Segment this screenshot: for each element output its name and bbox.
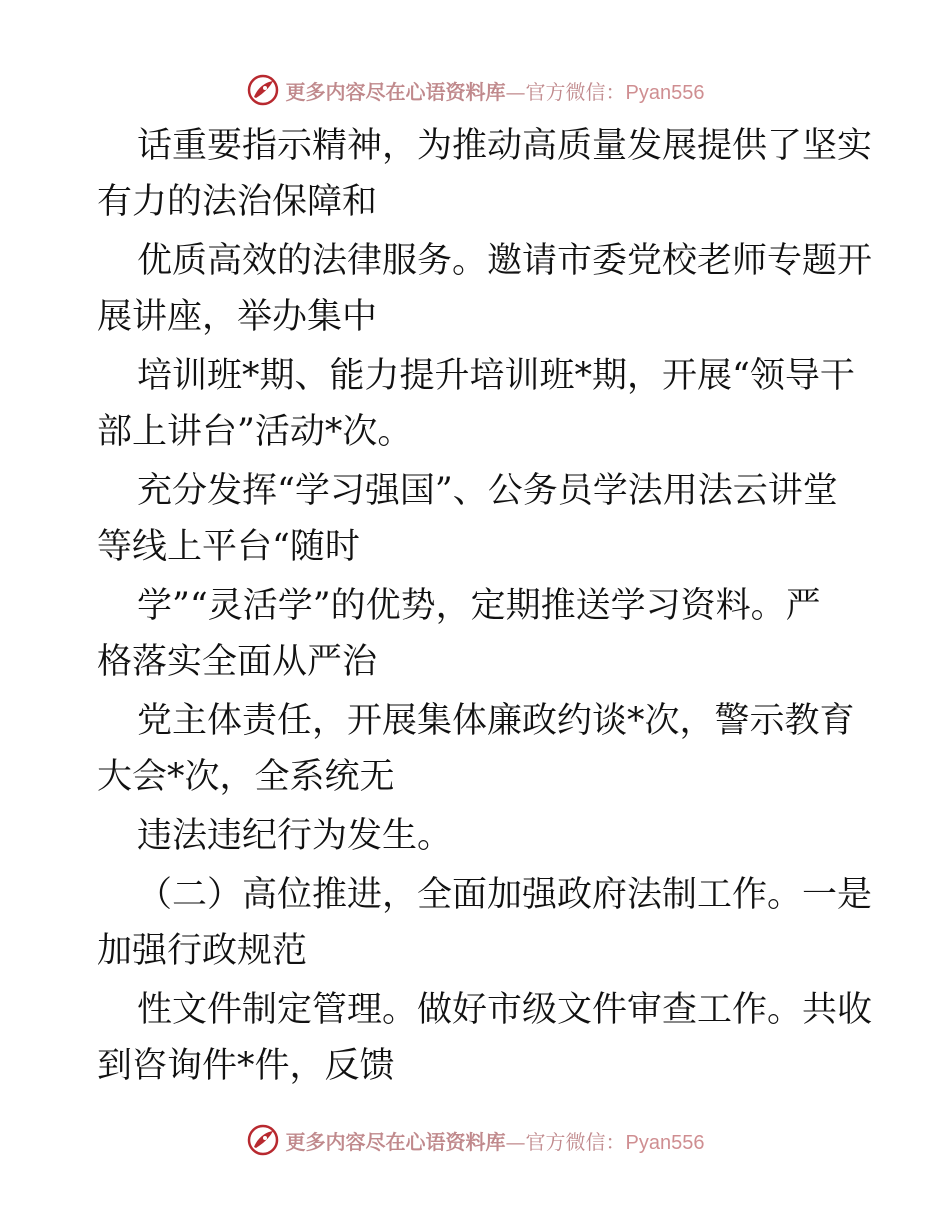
- footer-watermark-banner: [0, 1120, 950, 1160]
- footer-brand: 更多内容尽在心语资料库: [285, 1129, 506, 1154]
- text-line: 等线上平台“随时: [97, 527, 360, 567]
- text-line: 展讲座，举办集中: [97, 297, 378, 337]
- paragraph: [97, 348, 857, 460]
- text-line: 部上讲台”活动*次。: [97, 412, 413, 452]
- text-line: 性文件制定管理。做好市级文件审查工作。共收: [137, 990, 873, 1030]
- text-line: （二）高位推进，全面加强政府法制工作。一是: [137, 875, 873, 915]
- footer-watermark-text: [286, 1126, 705, 1155]
- text-line: 话重要指示精神，为推动高质量发展提供了坚实: [137, 126, 873, 166]
- text-line: 党主体责任，开展集体廉政约谈*次，警示教育: [137, 701, 855, 741]
- header-sep: —官方微信：: [505, 79, 626, 104]
- paragraph: [97, 982, 873, 1094]
- paragraph: [97, 578, 857, 690]
- text-line: 到咨询件*件，反馈: [97, 1046, 395, 1086]
- body-text: [97, 118, 873, 1094]
- footer-sep: —官方微信：: [505, 1129, 626, 1154]
- header-watermark-banner: [0, 70, 950, 110]
- paragraph: [97, 693, 857, 805]
- text-line: 充分发挥“学习强国”、公务员学法用法云讲堂: [137, 471, 838, 511]
- paragraph: [97, 233, 873, 345]
- text-line: 有力的法治保障和: [97, 182, 378, 222]
- footer-wechat-id: Pyan556: [625, 1131, 705, 1154]
- text-line: 大会*次，全系统无: [97, 757, 395, 797]
- paragraph: [97, 118, 873, 230]
- header-brand: 更多内容尽在心语资料库: [285, 79, 506, 104]
- text-line: 加强行政规范: [97, 931, 308, 971]
- pen-nib-logo-icon: [246, 1123, 280, 1157]
- header-wechat-id: Pyan556: [625, 81, 705, 104]
- paragraph: [97, 808, 857, 864]
- text-line: 培训班*期、能力提升培训班*期，开展“领导干: [137, 356, 855, 396]
- text-line: 违法违纪行为发生。: [137, 816, 453, 856]
- pen-nib-logo-icon: [246, 73, 280, 107]
- paragraph: [97, 463, 857, 575]
- text-line: 格落实全面从严治: [97, 642, 378, 682]
- text-line: 优质高效的法律服务。邀请市委党校老师专题开: [137, 241, 873, 281]
- paragraph: [97, 867, 873, 979]
- header-watermark-text: [286, 76, 705, 105]
- text-line: 学”“灵活学”的优势，定期推送学习资料。严: [137, 586, 821, 626]
